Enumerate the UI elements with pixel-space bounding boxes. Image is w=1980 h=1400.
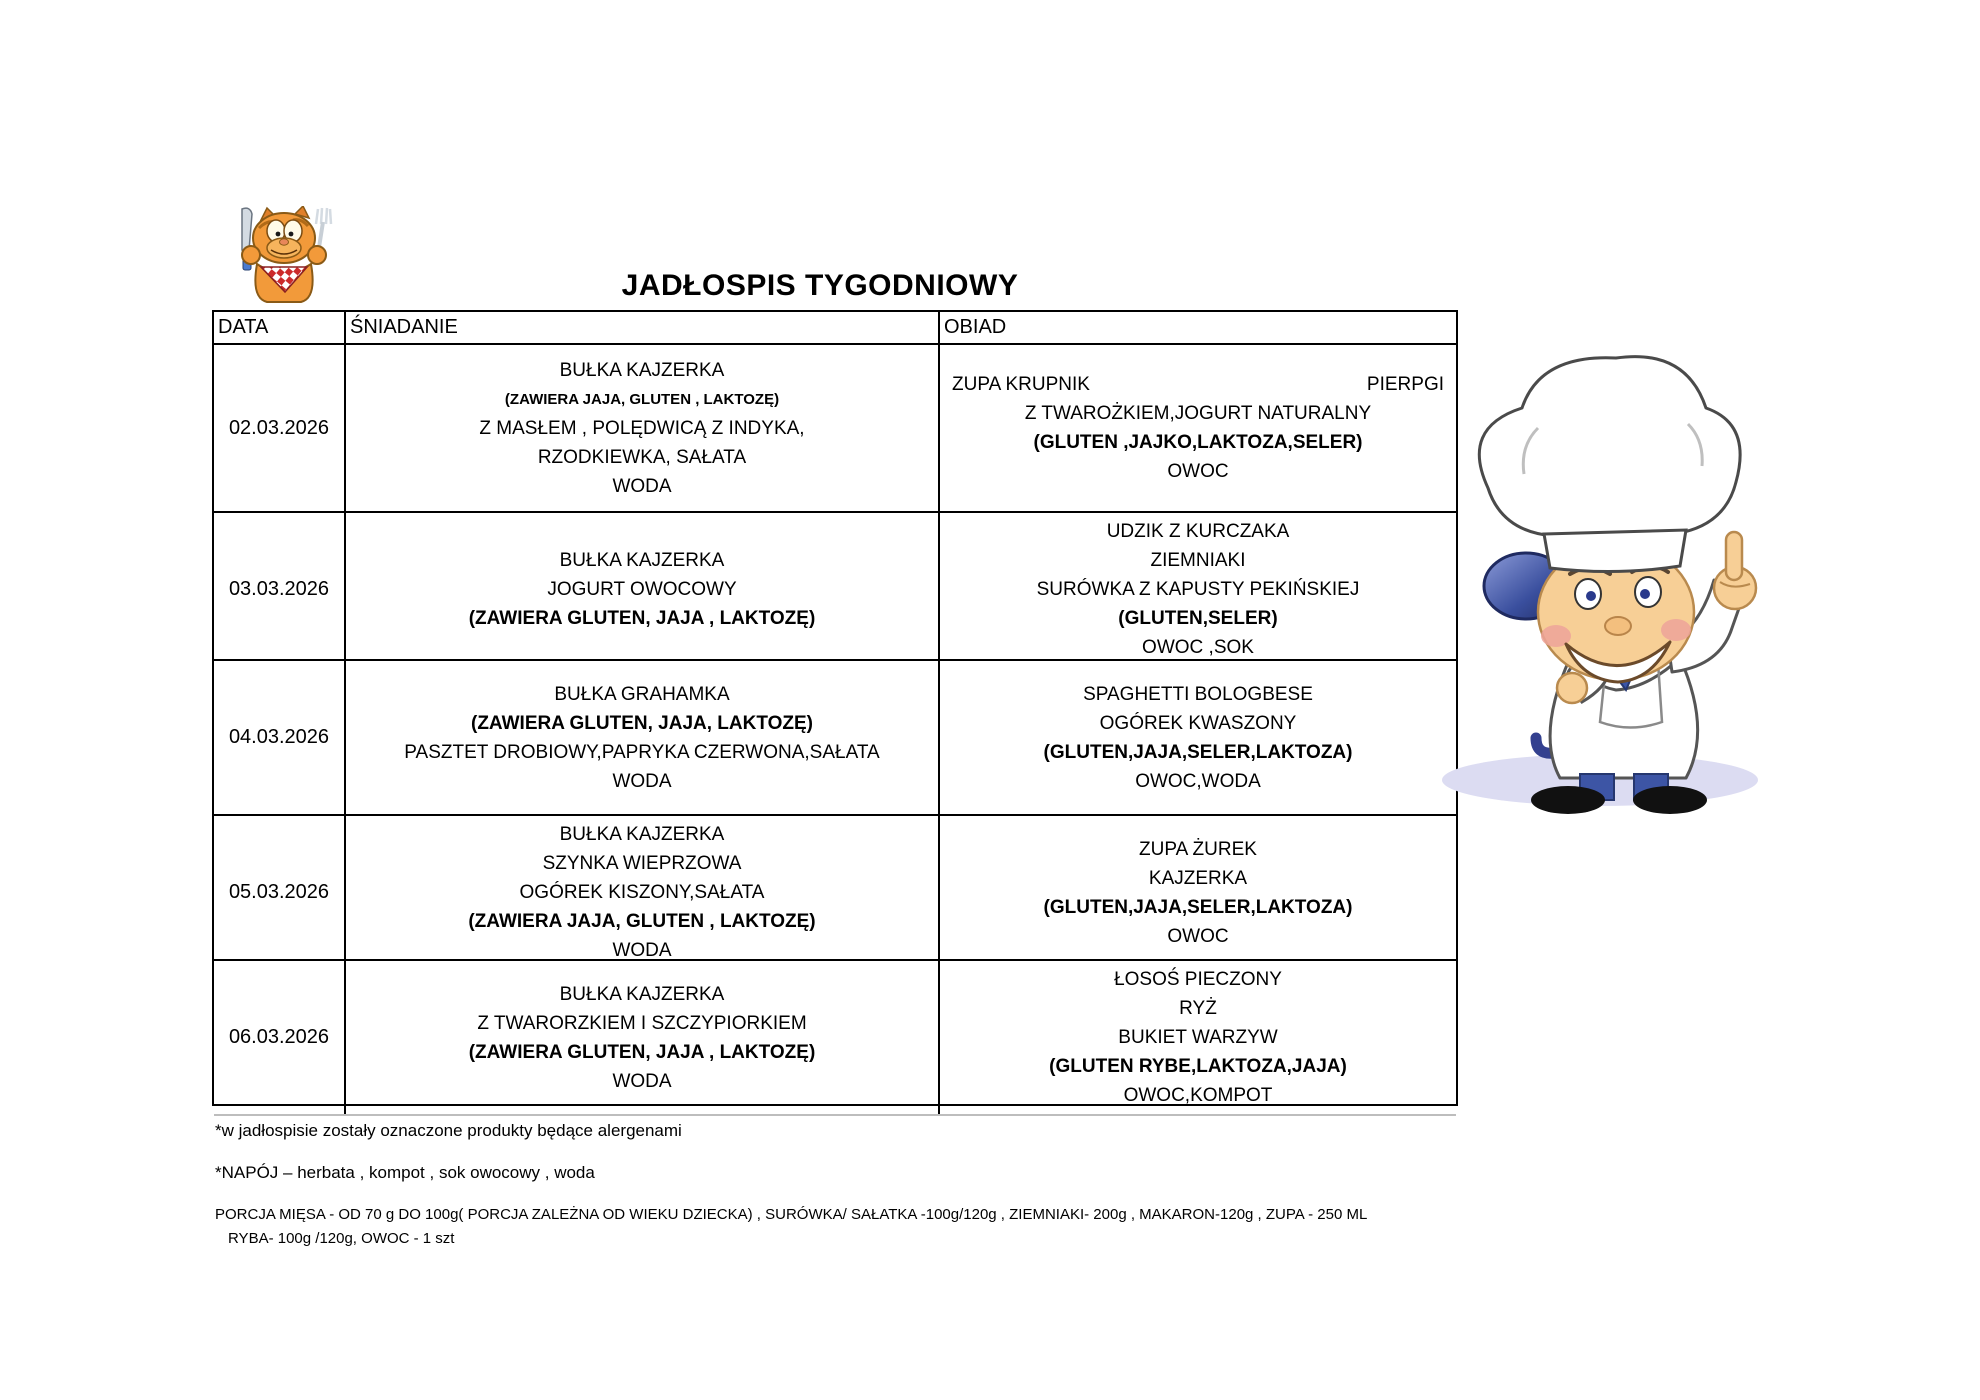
menu-line-part: PIERPGI xyxy=(1366,374,1444,395)
menu-line: WODA xyxy=(612,475,672,497)
table-row xyxy=(214,814,1456,959)
menu-line: PASZTET DROBIOWY,PAPRYKA CZERWONA,SAŁATA xyxy=(404,741,880,763)
menu-line: OWOC ,SOK xyxy=(1142,637,1254,658)
menu-line: BUKIET WARZYW xyxy=(1118,1027,1278,1048)
lunch-cell xyxy=(940,816,1456,969)
breakfast-cell xyxy=(346,345,940,511)
menu-line: KAJZERKA xyxy=(1148,867,1248,889)
menu-line: WODA xyxy=(612,940,672,961)
table-row xyxy=(214,343,1456,511)
menu-line: WODA xyxy=(612,770,672,792)
lunch-cell xyxy=(940,661,1456,814)
menu-line: BUŁKA KAJZERKA xyxy=(559,550,725,571)
menu-line: (ZAWIERA JAJA, GLUTEN , LAKTOZĘ) xyxy=(504,390,780,408)
menu-line: (ZAWIERA GLUTEN, JAJA , LAKTOZĘ) xyxy=(468,608,816,629)
menu-line: (GLUTEN,JAJA,SELER,LAKTOZA) xyxy=(1043,741,1353,763)
menu-line: WODA xyxy=(612,1070,672,1092)
breakfast-cell xyxy=(346,961,940,1114)
breakfast-cell xyxy=(346,661,940,814)
chef-mascot-image xyxy=(1420,336,1798,814)
menu-line: ZUPA ŻUREK xyxy=(1139,838,1257,860)
footnote-portions-line2: RYBA- 100g /120g, OWOC - 1 szt xyxy=(228,1230,455,1247)
menu-line: BUŁKA KAJZERKA xyxy=(559,824,725,845)
menu-line: OWOC xyxy=(1167,925,1229,947)
lunch-cell xyxy=(940,345,1456,511)
table-header-row xyxy=(214,312,1456,343)
lunch-cell xyxy=(940,961,1456,1114)
header-sniadanie: ŚNIADANIE xyxy=(346,312,940,343)
menu-line: UDZIK Z KURCZAKA xyxy=(1106,521,1290,542)
menu-line: JOGURT OWOCOWY xyxy=(547,579,737,600)
menu-table xyxy=(212,310,1458,1106)
breakfast-cell xyxy=(346,816,940,969)
menu-line: SZYNKA WIEPRZOWA xyxy=(542,853,742,874)
menu-line: (GLUTEN,SELER) xyxy=(1118,608,1278,629)
date-cell: 04.03.2026 xyxy=(214,661,346,814)
page-title: JADŁOSPIS TYGODNIOWY xyxy=(621,269,1019,302)
menu-line: OWOC xyxy=(1167,461,1229,482)
table-bottom-rule xyxy=(214,1114,1456,1116)
table-row xyxy=(214,511,1456,659)
breakfast-cell xyxy=(346,513,940,666)
table-row xyxy=(214,959,1456,1104)
header-data: DATA xyxy=(214,312,346,343)
menu-line: OWOC,WODA xyxy=(1135,770,1261,792)
lunch-cell xyxy=(940,513,1456,666)
footnote-portions-line1: PORCJA MIĘSA - OD 70 g DO 100g( PORCJA ZALEŻNA OD WIEKU DZIECKA) , SURÓWKA/ SAŁATKA -100g/120g , ZIEMNIAKI- 200g , MAKARON-120g , ZUPA - 250 ML xyxy=(215,1206,1368,1223)
menu-line: SURÓWKA Z KAPUSTY PEKIŃSKIEJ xyxy=(1036,579,1360,600)
menu-line: Z MASŁEM , POLĘDWICĄ Z INDYKA, xyxy=(479,417,805,439)
menu-line: Z TWARORZKIEM I SZCZYPIORKIEM xyxy=(477,1012,807,1034)
menu-line: Z TWAROŻKIEM,JOGURT NATURALNY xyxy=(1024,403,1372,424)
menu-line: (GLUTEN ,JAJKO,LAKTOZA,SELER) xyxy=(1033,432,1363,453)
menu-line: RZODKIEWKA, SAŁATA xyxy=(537,446,747,468)
menu-line: (ZAWIERA JAJA, GLUTEN , LAKTOZĘ) xyxy=(468,911,816,932)
menu-line: (ZAWIERA GLUTEN, JAJA, LAKTOZĘ) xyxy=(471,712,813,734)
menu-line: BUŁKA KAJZERKA xyxy=(559,359,725,381)
menu-line: ŁOSOŚ PIECZONY xyxy=(1114,969,1282,990)
menu-line xyxy=(946,370,1450,399)
menu-line-part: ZUPA KRUPNIK xyxy=(952,374,1090,395)
menu-line: BUŁKA KAJZERKA xyxy=(559,983,725,1005)
menu-line: SPAGHETTI BOLOGBESE xyxy=(1083,683,1313,705)
menu-line: RYŻ xyxy=(1179,998,1217,1019)
date-cell: 05.03.2026 xyxy=(214,816,346,969)
menu-line: (ZAWIERA GLUTEN, JAJA , LAKTOZĘ) xyxy=(468,1041,816,1063)
date-cell: 03.03.2026 xyxy=(214,513,346,666)
footnote-allergens: *w jadłospisie zostały oznaczone produkty będące alergenami xyxy=(215,1121,682,1140)
menu-rows xyxy=(214,343,1456,1104)
menu-line: ZIEMNIAKI xyxy=(1150,550,1246,571)
menu-line: OWOC,KOMPOT xyxy=(1123,1085,1273,1106)
menu-line: OGÓREK KWASZONY xyxy=(1099,712,1297,734)
header-obiad: OBIAD xyxy=(944,316,1007,338)
date-cell: 06.03.2026 xyxy=(214,961,346,1114)
date-cell: 02.03.2026 xyxy=(214,345,346,511)
footnote-drinks: *NAPÓJ – herbata , kompot , sok owocowy , woda xyxy=(215,1163,595,1182)
menu-line: OGÓREK KISZONY,SAŁATA xyxy=(519,882,765,903)
table-row xyxy=(214,659,1456,814)
menu-line: (GLUTEN,JAJA,SELER,LAKTOZA) xyxy=(1043,896,1353,918)
menu-line: BUŁKA GRAHAMKA xyxy=(554,683,730,705)
menu-line: (GLUTEN RYBE,LAKTOZA,JAJA) xyxy=(1049,1056,1347,1077)
